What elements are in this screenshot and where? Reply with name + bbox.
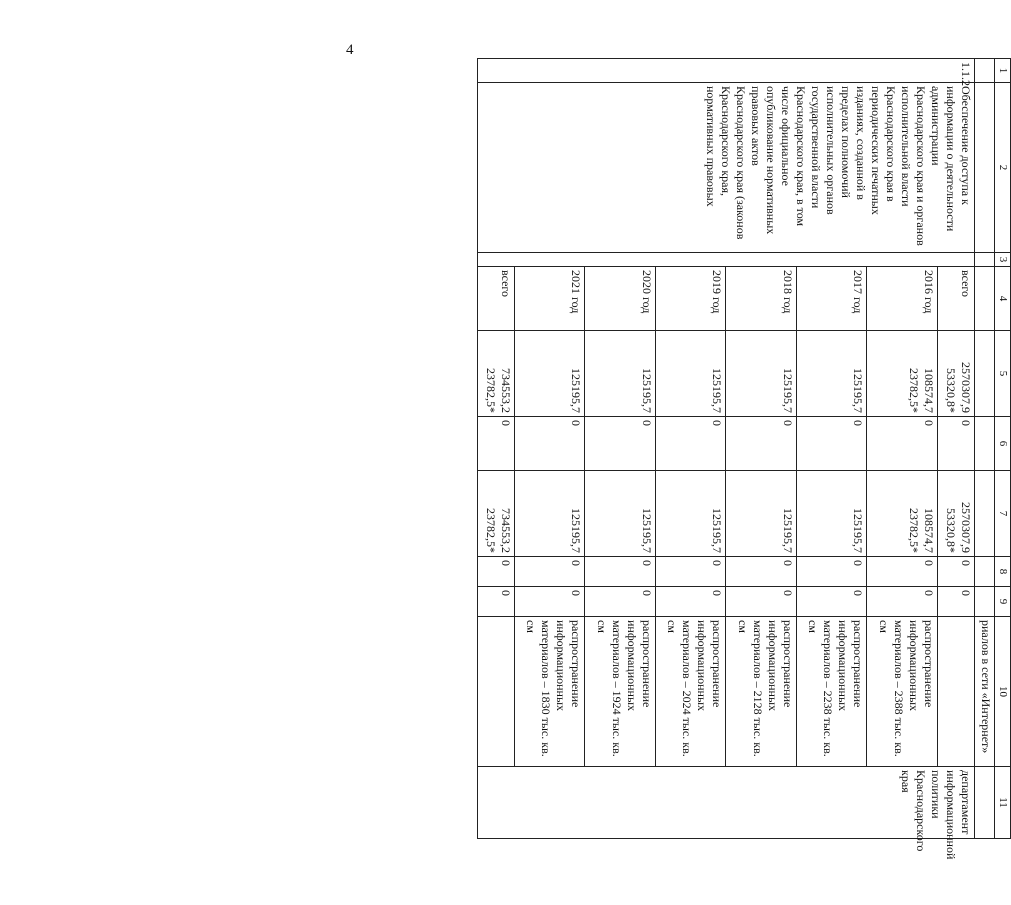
result-text: распространение информационных материалов – 1924 тыс. кв. см — [585, 617, 656, 767]
col-6-value: 0 — [937, 417, 974, 471]
col-1-header: 1 — [995, 59, 1011, 83]
col-9-value: 0 — [585, 587, 656, 617]
col-6-value: 0 — [585, 417, 656, 471]
amount-regional: 734553,2 23782,5* — [478, 471, 515, 557]
col-8-value: 0 — [726, 557, 797, 587]
period-label: 2018 год — [726, 267, 797, 331]
col-7-header: 7 — [995, 471, 1011, 557]
col-8-value: 0 — [867, 557, 938, 587]
col-6-value: 0 — [867, 417, 938, 471]
amount-total: 125195,7 — [796, 331, 867, 417]
col-9-value: 0 — [937, 587, 974, 617]
amount-total: 125195,7 — [655, 331, 726, 417]
period-label: всего — [937, 267, 974, 331]
result-text: распространение информационных материалов – 2024 тыс. кв. см — [655, 617, 726, 767]
col-6-header: 6 — [995, 417, 1011, 471]
period-label: 2016 год — [867, 267, 938, 331]
col-8-value: 0 — [514, 557, 585, 587]
col-11-header: 11 — [995, 767, 1011, 839]
amount-total: 2570307,9 53320,8* — [937, 331, 974, 417]
result-text — [478, 617, 515, 767]
col-8-value: 0 — [655, 557, 726, 587]
table-row — [937, 59, 974, 839]
amount-total: 108574,7 23782,5* — [867, 331, 938, 417]
col-5-header: 5 — [995, 331, 1011, 417]
col-8-header: 8 — [995, 557, 1011, 587]
period-label: 2019 год — [655, 267, 726, 331]
col-6-value: 0 — [655, 417, 726, 471]
result-text: распространение информационных материалов – 1830 тыс. кв. см — [514, 617, 585, 767]
col-8-value: 0 — [796, 557, 867, 587]
responsible-party: департамент информационной политики Краснодарского края — [478, 767, 975, 839]
row-description: Обеспечение доступа к информации о деятельности администрации Краснодарского края и органов исполнительной власти Краснодарского края в периодических печатных изданиях, созданной в пределах полномочий исполнительных органов государственной власти Краснодарского края, в том числе официальное опубликование нормативных правовых актов Краснодарского края (законов Краснодарского края, нормативных правовых — [478, 83, 975, 253]
col-6-value: 0 — [514, 417, 585, 471]
col-4-header: 4 — [995, 267, 1011, 331]
period-label: всего — [478, 267, 515, 331]
col-8-value: 0 — [585, 557, 656, 587]
col-2-header: 2 — [995, 83, 1011, 253]
col-8-value: 0 — [478, 557, 515, 587]
col-10-header: 10 — [995, 617, 1011, 767]
amount-regional: 125195,7 — [585, 471, 656, 557]
col-9-value: 0 — [867, 587, 938, 617]
col-3-header: 3 — [995, 253, 1011, 267]
col-6-value: 0 — [726, 417, 797, 471]
col-9-value: 0 — [478, 587, 515, 617]
amount-total: 125195,7 — [514, 331, 585, 417]
col-9-value: 0 — [796, 587, 867, 617]
rotated-table-container — [477, 58, 1011, 860]
header-row — [995, 59, 1011, 839]
page-number: 4 — [346, 42, 354, 58]
col-6-value: 0 — [796, 417, 867, 471]
row-id: 1.1.2 — [478, 59, 975, 83]
amount-total: 125195,7 — [585, 331, 656, 417]
amount-regional: 125195,7 — [514, 471, 585, 557]
result-text: распространение информационных материалов – 2128 тыс. кв. см — [726, 617, 797, 767]
amount-regional: 108574,7 23782,5* — [867, 471, 938, 557]
program-table — [477, 58, 1011, 860]
period-label: 2020 год — [585, 267, 656, 331]
amount-regional: 125195,7 — [655, 471, 726, 557]
period-label: 2017 год — [796, 267, 867, 331]
period-label: 2021 год — [514, 267, 585, 331]
continuation-row — [974, 59, 994, 839]
amount-total: 125195,7 — [726, 331, 797, 417]
col-9-value: 0 — [514, 587, 585, 617]
continuation-text: риалов в сети «Интернет» — [974, 617, 994, 767]
amount-regional: 125195,7 — [796, 471, 867, 557]
result-text — [937, 617, 974, 767]
result-text: распространение информационных материалов – 2388 тыс. кв. см — [867, 617, 938, 767]
amount-total: 734553,2 23782,5* — [478, 331, 515, 417]
col-9-value: 0 — [726, 587, 797, 617]
amount-regional: 2570307,9 53320,8* — [937, 471, 974, 557]
col-8-value: 0 — [937, 557, 974, 587]
amount-regional: 125195,7 — [726, 471, 797, 557]
result-text: распространение информационных материалов – 2238 тыс. кв. см — [796, 617, 867, 767]
col-6-value: 0 — [478, 417, 515, 471]
col-9-header: 9 — [995, 587, 1011, 617]
col-9-value: 0 — [655, 587, 726, 617]
